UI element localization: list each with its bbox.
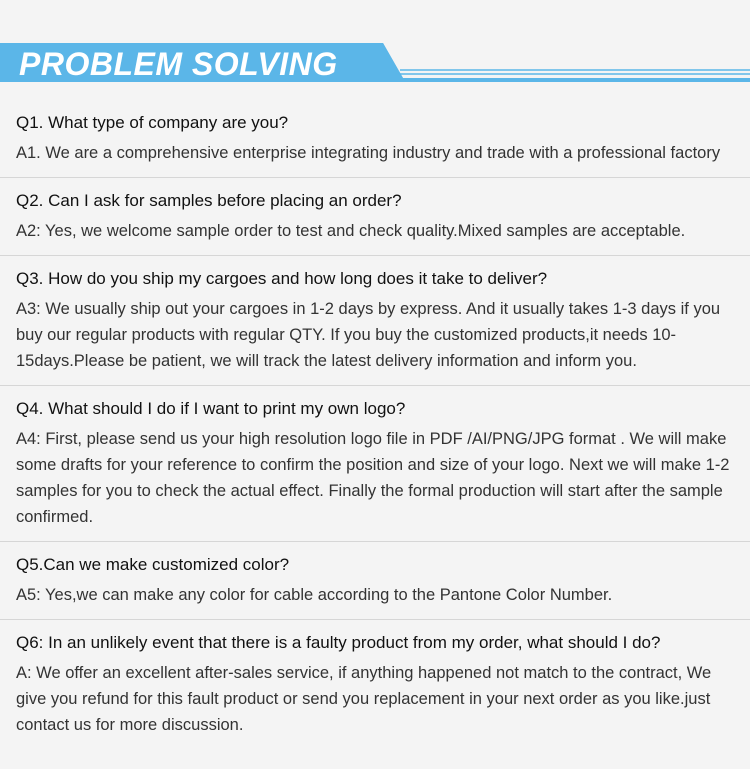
faq-question: Q1. What type of company are you? (16, 113, 289, 132)
faq-answer: A: We offer an excellent after-sales service, if anything happened not match to the contract, We give you refund for this fault product or send you replacement in your next order as you like.just contact us for more discussion. (16, 664, 712, 734)
faq-question: Q3. How do you ship my cargoes and how long does it take to deliver? (16, 269, 548, 288)
banner-title: PROBLEM SOLVING (19, 46, 338, 82)
problem-solving-banner (0, 0, 750, 82)
faq-answer: A2: Yes, we welcome sample order to test and check quality.Mixed samples are acceptable. (16, 222, 686, 240)
faq-question: Q6: In an unlikely event that there is a faulty product from my order, what should I do? (16, 633, 661, 652)
faq-answer: A1. We are a comprehensive enterprise integrating industry and trade with a professional factory (16, 144, 721, 162)
faq-item (0, 178, 750, 256)
faq-question: Q2. Can I ask for samples before placing an order? (16, 191, 402, 210)
faq-item (0, 542, 750, 620)
faq-item (0, 256, 750, 386)
faq-item (0, 100, 750, 178)
faq-item (0, 620, 750, 749)
faq-answer: A5: Yes,we can make any color for cable according to the Pantone Color Number. (16, 586, 613, 604)
faq-question: Q4. What should I do if I want to print my own logo? (16, 399, 406, 418)
faq-question: Q5.Can we make customized color? (16, 555, 290, 574)
faq-list (0, 100, 750, 749)
faq-answer: A4: First, please send us your high resolution logo file in PDF /AI/PNG/JPG format . We will make some drafts for your reference to confirm the position and size of your logo. Next we will make 1-2 samples for you to check the actual effect. Finally the formal production will start after the sample confirmed. (16, 430, 730, 526)
faq-answer: A3: We usually ship out your cargoes in 1-2 days by express. And it usually takes 1-3 days if you buy our regular products with regular QTY. If you buy the customized products,it needs 10-15days.Please be patient, we will track the latest delivery information and inform you. (16, 300, 721, 370)
faq-item (0, 386, 750, 542)
